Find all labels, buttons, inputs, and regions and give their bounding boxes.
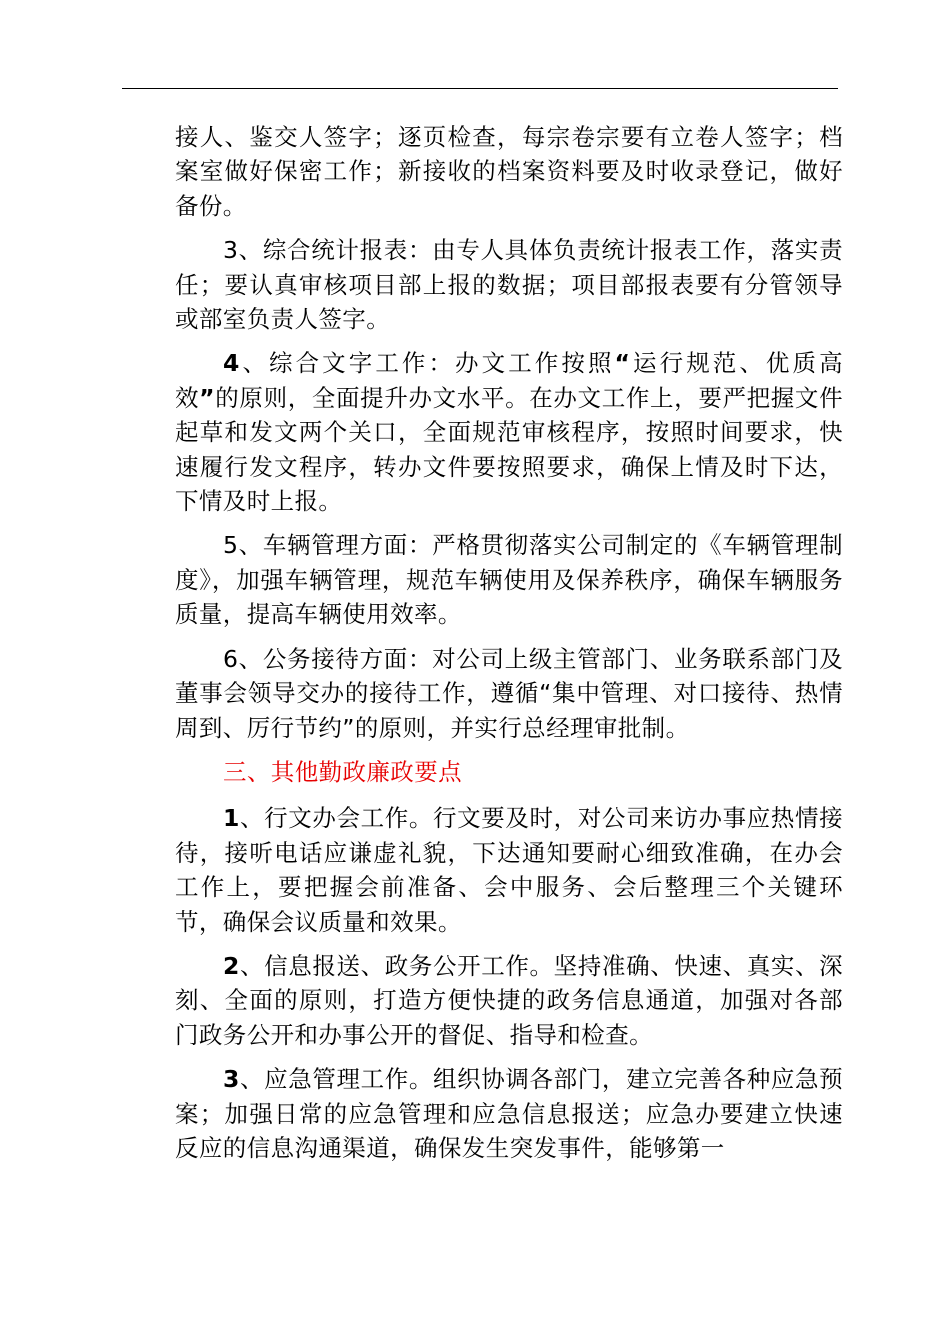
paragraph-text: 、车辆管理方面：严格贯彻落实公司制定的《车辆管理制度》，加强车辆管理，规范车辆使用及保养秩序，确保车辆服务质量，提高车辆使用效率。 (175, 531, 843, 629)
section-heading: 三、其他勤政廉政要点 (223, 757, 462, 786)
item-number: 3 (223, 236, 239, 265)
paragraph-text: 、综合统计报表：由专人具体负责统计报表工作，落实责任；要认真审核项目部上报的数据；项目部报表要有分管领导或部室负责人签字。 (175, 236, 843, 334)
paragraph-information-reporting (175, 949, 843, 1052)
paragraph-text: 的原则，全面提升办文水平。在办文工作上，要严把握文件起草和发文两个关口，全面规范审核程序，按照时间要求，快速履行发文程序，转办文件要按照要求，确保上情及时下达，下情及时上报。 (175, 383, 843, 516)
paragraph-text: 、行文办会工作。行文要及时，对公司来访办事应热情接待，接听电话应谦虚礼貌，下达通知要耐心细致准确，在办会工作上，要把握会前准备、会中服务、会后整理三个关键环节，确保会议质量和效果。 (175, 804, 843, 936)
paragraph-emergency-management (175, 1062, 843, 1165)
paragraph-document-work (175, 346, 843, 518)
paragraph-statistics-report (175, 233, 843, 336)
paragraph-official-reception (175, 642, 843, 745)
close-quote: ” (199, 383, 216, 412)
paragraph-text: 、公务接待方面：对公司上级主管部门、业务联系部门及董事会领导交办的接待工作，遵循“集中管理、对口接待、热情周到、厉行节约”的原则，并实行总经理审批制。 (175, 644, 843, 742)
document-body (175, 120, 843, 1175)
paragraph-text: 、综合文字工作：办文工作按照 (239, 349, 615, 378)
item-number: 2 (223, 951, 240, 980)
paragraph-text: 、信息报送、政务公开工作。坚持准确、快速、真实、深刻、全面的原则，打造方便快捷的政务信息通道，加强对各部门政务公开和办事公开的督促、指导和检查。 (175, 951, 843, 1049)
open-quote: “ (614, 349, 631, 378)
paragraph-text: 接人、鉴交人签字；逐页检查，每宗卷宗要有立卷人签字；档案室做好保密工作；新接收的档案资料要及时收录登记，做好备份。 (175, 123, 843, 220)
paragraph-vehicle-management (175, 528, 843, 631)
paragraph-text: 、应急管理工作。组织协调各部门，建立完善各种应急预案；加强日常的应急管理和应急信息报送；应急办要建立快速反应的信息沟通渠道，确保发生突发事件，能够第一 (175, 1065, 843, 1162)
item-number: 5 (223, 531, 239, 560)
item-number: 6 (223, 644, 239, 673)
item-number: 1 (223, 804, 240, 833)
item-number: 3 (223, 1065, 240, 1094)
header-rule (122, 88, 838, 89)
quoted-text: 运行规范、优质高效 (175, 349, 843, 412)
paragraph-continuation (175, 120, 843, 223)
paragraph-meeting-work (175, 801, 843, 939)
item-number: 4 (223, 349, 240, 378)
